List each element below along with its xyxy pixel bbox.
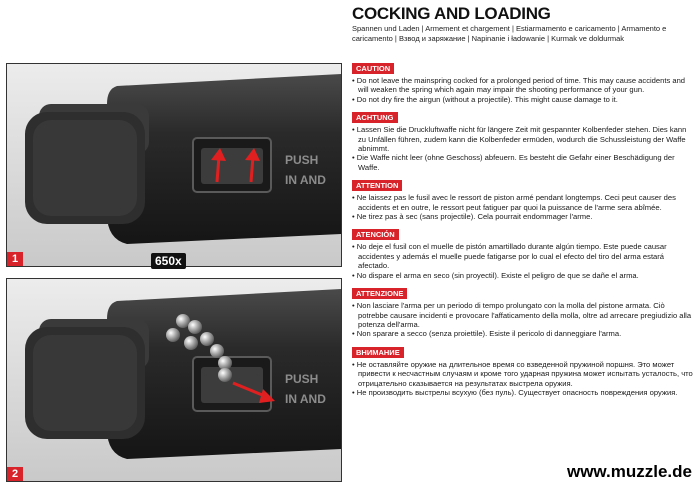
illustration-column bbox=[0, 0, 345, 488]
section-heading: CAUTION bbox=[352, 63, 394, 74]
section-heading: ATTENTION bbox=[352, 180, 402, 191]
section-item: • Lassen Sie die Druckluftwaffe nicht für längere Zeit mit gespannter Kolbenfeder stehen. Dies kann zu Unfällen führen, zudem kann die Kolbenfeder ermüden, wodurch die Schussleistung der Waffe abnimmt. bbox=[352, 125, 687, 154]
panel-number-2: 2 bbox=[7, 467, 23, 481]
svg-text:IN AND: IN AND bbox=[285, 173, 326, 187]
warning-sections bbox=[352, 58, 696, 400]
section-item: • Non lasciare l'arma per un periodo di tempo prolungato con la molla del pistone armata. Ciò potrebbe causare incidenti e provocare l'affaticamento della molla, oltre ad arrecare pregiudizio alla potenza dell'arma. bbox=[352, 301, 692, 329]
panel-number-1: 1 bbox=[7, 252, 23, 266]
website-watermark: www.muzzle.de bbox=[566, 462, 692, 481]
svg-text:PUSH: PUSH bbox=[285, 153, 319, 167]
pellet-count-badge: 650x bbox=[151, 253, 186, 269]
warning-section-es bbox=[352, 224, 696, 280]
section-heading: ATENCIÓN bbox=[352, 229, 399, 240]
page-subtitle: Spannen und Laden | Armement et chargement | Estiarmamento e caricamento | Armamento e caricamento | Взвод и заряжание | Napinanie i ładowanie | Kurmak ve doldurmak bbox=[352, 24, 667, 43]
section-heading: ВНИМАНИЕ bbox=[352, 347, 404, 358]
section-item: • Die Waffe nicht leer (ohne Geschoss) abfeuern. Es besteht die Gefahr einer Beschädigung der Waffe. bbox=[352, 153, 675, 172]
warning-section-ru bbox=[352, 342, 696, 398]
section-item: • Non sparare a secco (senza proiettile). Esiste il pericolo di danneggiare l'arma. bbox=[352, 329, 622, 339]
section-item: • Do not dry fire the airgun (without a projectile). This might cause damage to it. bbox=[352, 94, 618, 104]
warning-section-de bbox=[352, 107, 696, 172]
warning-section-fr bbox=[352, 175, 696, 221]
warning-section-it bbox=[352, 283, 696, 339]
section-item: • Ne tirez pas à sec (sans projectile). Cela pourrait endommager l'arme. bbox=[352, 212, 593, 222]
svg-text:IN AND: IN AND bbox=[285, 392, 326, 406]
section-heading: ATTENZIONE bbox=[352, 288, 407, 299]
warning-section-en bbox=[352, 58, 696, 104]
section-item: • Не оставляйте оружие на длительное время со взведенной пружиной поршня. Это может привести к несчастным случаям и кроме того ударная пружина может испытать усталость, что отрицательно сказывается на результатах выстрела оружия. bbox=[352, 359, 693, 388]
svg-text:PUSH: PUSH bbox=[285, 372, 319, 386]
section-heading: ACHTUNG bbox=[352, 112, 398, 123]
page-title: COCKING AND LOADING bbox=[352, 4, 551, 23]
gun-illustration-2 bbox=[7, 279, 341, 481]
gun-illustration-1 bbox=[7, 64, 341, 266]
illustration-panel-1 bbox=[6, 63, 342, 267]
section-item: • Do not leave the mainspring cocked for a prolonged period of time. This may cause accidents and will weaken the spring which again may impair the shooting performance of your gun. bbox=[352, 76, 686, 95]
section-item: • No deje el fusil con el muelle de pistón amartillado durante algún tiempo. Este puede causar accidentes y además el muelle puede fatigarse por lo cual el efecto del tiro del arma estará afectado. bbox=[352, 242, 667, 271]
section-item: • No dispare el arma en seco (sin proyectil). Existe el peligro de que se dañe el arma. bbox=[352, 270, 639, 280]
section-item: • Не производить выстрелы всухую (без пуль). Существует опасность повреждения оружия. bbox=[352, 387, 678, 397]
section-item: • Ne laissez pas le fusil avec le ressort de piston armé pendant longtemps. Ceci peut causer des accidents et en outre, le ressort peut fatiguer par quoi la puissance de l'arme sera abîmée. bbox=[352, 193, 676, 212]
illustration-panel-2 bbox=[6, 278, 342, 482]
